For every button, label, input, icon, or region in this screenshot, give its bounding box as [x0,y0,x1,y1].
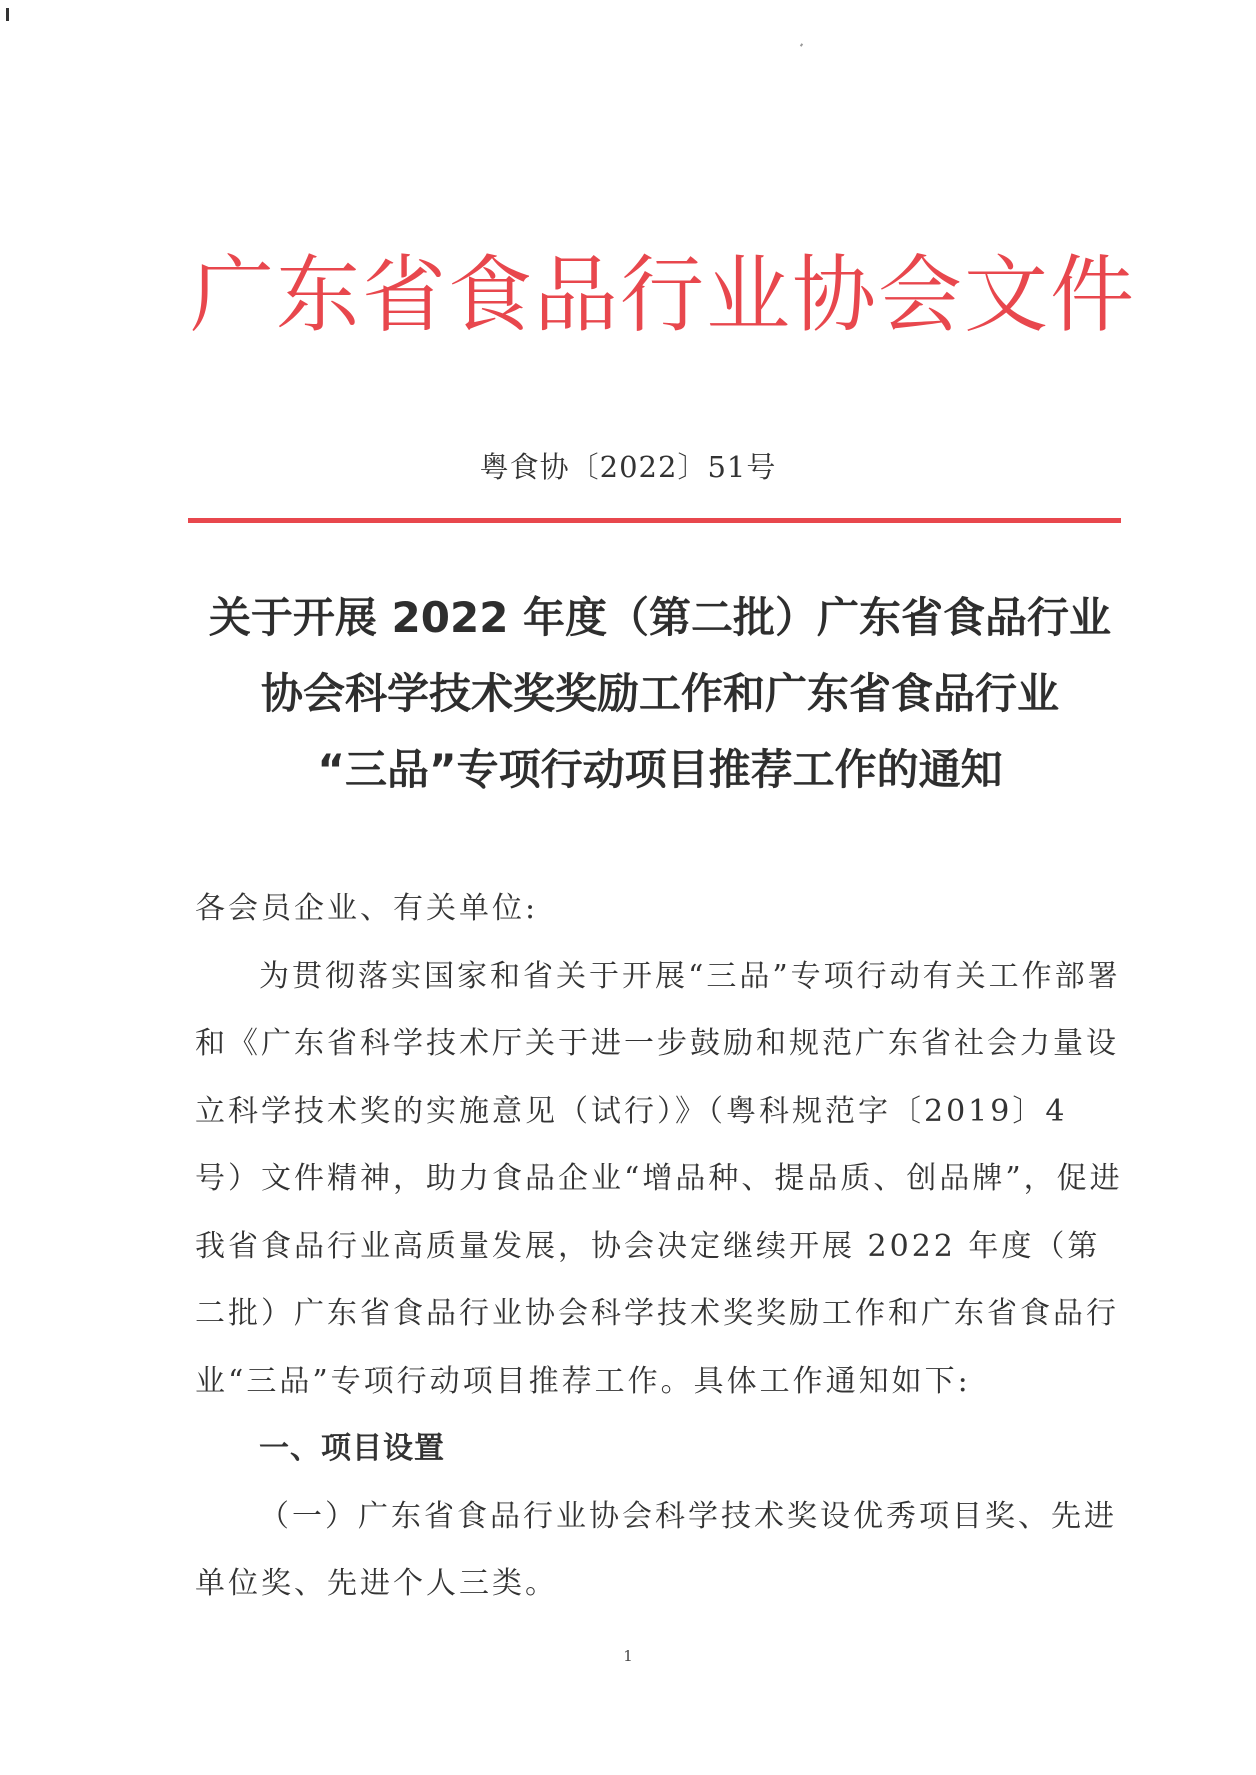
salutation: 各会员企业、有关单位: [195,891,539,926]
section-item: （一）广东省食品行业协会科学技术奖设优秀项目奖、先进单位奖、先进个人三类。 [195,1498,1117,1601]
title-line-2: 协会科学技术奖奖励工作和广东省食品行业 [260,669,1059,718]
red-divider-rule [188,518,1121,523]
title-line-3: “三品”专项行动项目推荐工作的通知 [317,745,1003,794]
page-number: 1 [623,1647,633,1665]
scan-artifact-mark [6,8,9,21]
notice-title [180,580,1140,808]
notice-body [195,875,1125,1618]
scan-speck [800,43,803,47]
title-line-1: 关于开展 2022 年度（第二批）广东省食品行业 [208,593,1112,642]
body-paragraph: 为贯彻落实国家和省关于开展“三品”专项行动有关工作部署和《广东省科学技术厅关于进一步鼓励和规范广东省社会力量设立科学技术奖的实施意见（试行）》（粤科规范字〔2019〕4 号）文件精神，助力食品企业“增品种、提品质、创品牌”，促进我省食品行业高质量发展，协会决定继续开展 2022 年度（第二批）广东省食品行业协会科学技术奖奖励工作和广东省食品行业“三品”专项行动项目推荐工作。具体工作通知如下: [195,958,1123,1399]
section-heading: 一、项目设置 [259,1431,445,1466]
document-number: 粤食协〔2022〕51号 [479,450,777,484]
org-document-header: 广东省食品行业协会文件 [190,246,1137,344]
